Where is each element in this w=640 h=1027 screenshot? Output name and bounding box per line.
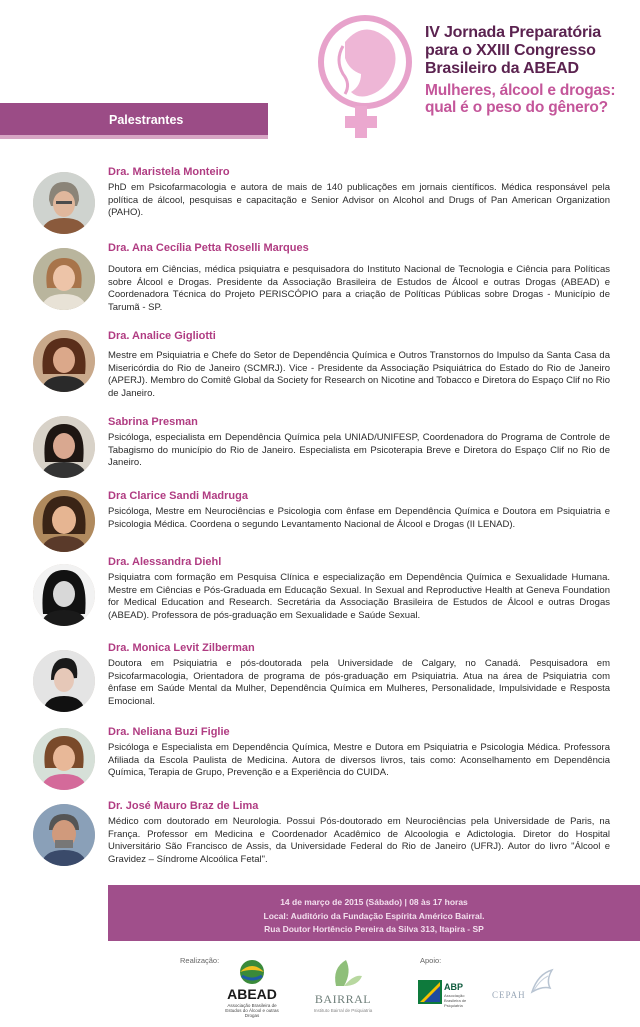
- cepah-logo-text: CEPAH: [492, 990, 526, 1000]
- speaker-bio: Médico com doutorado em Neurologia. Possui Pós-doutorado em Neurociências pela Universidade de Paris, na França. Professor em Medicina e Coordenador Acadêmico de Alcoologia e Adictologia. Diretor do Hospital Universitário São Francisco de Assis, da Universidade Federal do Rio de Janeiro (UFRJ). Autor do livro "Álcool e Gravidez – Síndrome Alcoólica Fetal".: [108, 816, 610, 865]
- abp-logo-subtext: Associação Brasileira de Psiquiatria: [444, 993, 467, 1008]
- speaker-bio: Psicóloga, especialista em Dependência Química pela UNIAD/UNIFESP, Coordenadora do Programa de Controle de Tabagismo do município do Rio de Janeiro. Especialista em Psicoterapia Breve e Diretora do Espaço Clif no Rio de Janeiro.: [108, 432, 610, 468]
- speaker-photo: [33, 248, 95, 310]
- event-date: 14 de março de 2015 (Sábado) | 08 às 17 horas: [280, 897, 468, 907]
- speaker-name: Dra. Analice Gigliotti: [108, 330, 216, 342]
- speaker-photo: [33, 564, 95, 626]
- speaker-name: Dra. Monica Levit Zilberman: [108, 642, 255, 654]
- event-title-line: para o XXIII Congresso: [425, 42, 596, 59]
- speaker-name: Dra. Maristela Monteiro: [108, 166, 230, 178]
- abp-logo: [418, 978, 474, 1014]
- speaker-name: Dr. José Mauro Braz de Lima: [108, 800, 259, 812]
- bairral-logo-text: BAIRRAL: [314, 992, 372, 1006]
- speaker-bio: Psicóloga, Mestre em Neurociências e Psicologia com ênfase em Dependência Química e Doutora em Psiquiatria e Psicologia Médica. Coordena o segundo Levantamento Nacional de Álcool e Drogas (II LENAD).: [108, 506, 610, 530]
- speaker-photo: [33, 416, 95, 478]
- speaker-photo: [33, 804, 95, 866]
- speaker-photo: [33, 490, 95, 552]
- cepah-logo: [488, 966, 560, 1014]
- realizacao-label: Realização:: [180, 956, 220, 965]
- speaker-bio: Doutora em Psiquiatria e pós-doutorada pela Universidade de Calgary, no Canadá. Pesquisadora em Psicofarmacologia, Orientadora de programa de pós-graduação em Psiquiatria. Atua na área de Psiquiatria com ênfase em Saúde Mental da Mulher, Dependência Química em Mulheres, Personalidade, Impulsividade e Resposta Emocional.: [108, 658, 610, 707]
- speaker-name: Dra. Neliana Buzi Figlie: [108, 726, 230, 738]
- bairral-logo-subtext: Instituto Bairral de Psiquiatria: [313, 1008, 373, 1013]
- abp-flag-icon: [418, 978, 442, 1004]
- speaker-name: Sabrina Presman: [108, 416, 198, 428]
- speaker-bio: PhD em Psicofarmacologia e autora de mais de 140 publicações em jornais científicos. Médica responsável pela política de álcool, pesquisas e capacitação e Senior Advisor on Alcohol and Drugs of Pan American Organization (PAHO).: [108, 182, 610, 218]
- abp-logo-text: ABP: [444, 982, 464, 992]
- abead-logo-text: ABEAD: [227, 986, 277, 1002]
- event-location: Local: Auditório da Fundação Espírita Américo Bairral.: [263, 911, 485, 921]
- bairral-leaf-icon: [308, 956, 378, 990]
- footer: [0, 948, 640, 1027]
- speaker-name: Dra. Alessandra Diehl: [108, 556, 222, 568]
- event-title-block: [425, 24, 635, 116]
- speaker-photo: [33, 728, 95, 790]
- apoio-label: Apoio:: [420, 956, 442, 965]
- female-symbol-logo-icon: [305, 12, 423, 142]
- speaker-photo: [33, 330, 95, 392]
- bairral-logo: [308, 956, 378, 1022]
- speaker-bio: Doutora em Ciências, médica psiquiatra e pesquisadora do Instituto Nacional de Tecnologia e Ciência para Políticas sobre Álcool e Drogas. Presidente da Associação Brasileira de Estudos de Álcool e outras Drogas (ABEAD) e Coordenadora Técnica do Projeto PERISCÓPIO para a criação de Políticas Públicas sobre Drogas - Município de Tarumã - SP.: [108, 264, 610, 313]
- speaker-bio: Mestre em Psiquiatria e Chefe do Setor de Dependência Química e Outros Transtornos do Impulso da Santa Casa da Misericórdia do Rio de Janeiro (SCMRJ). Vice - Presidente da Associação Psiquiátrica do Estado do Rio de Janeiro (APERJ). Membro do Comitê Global da Society for Research on Nicotine and Tobacco e Diretora do Espaço Clif no Rio de Janeiro.: [108, 350, 610, 399]
- abead-logo-subtext: Associação Brasileira de Estudos do Álcool e outras Drogas: [225, 1003, 279, 1018]
- event-title-line: IV Jornada Preparatória: [425, 24, 601, 41]
- speaker-name: Dra Clarice Sandi Madruga: [108, 490, 248, 502]
- event-title-line: Brasileiro da ABEAD: [425, 60, 579, 77]
- abead-logo: [222, 956, 282, 1022]
- speaker-photo: [33, 172, 95, 234]
- header: [0, 0, 640, 145]
- section-label: Palestrantes: [109, 113, 184, 127]
- section-label-bar: [0, 103, 268, 139]
- event-subtitle-line: qual é o peso do gênero?: [425, 99, 608, 116]
- speaker-bio: Psiquiatra com formação em Pesquisa Clínica e especialização em Dependência Química e Sexualidade Humana. Mestre em Ciências e Pós-Graduada em Educação Sexual. In Sexual and Reproductive Health at Geneva Foundation for Medical Education and Research. Secretária da Associação Brasileira de Estudos de Álcool e outras Drogas (ABEAD). Professora de pós-graduação em Sexualidade e Saúde Sexual.: [108, 572, 610, 621]
- speaker-bio: Psicóloga e Especialista em Dependência Química, Mestre e Dutora em Psiquiatria e Psicologia Médica. Professora Afiliada da Escola Paulista de Medicina. Autora de diversos livros, tais como: Aconselhamento em Dependência Química, Terapia de Grupo, Prevenção e a Experiência do CUIDA.: [108, 742, 610, 778]
- speaker-name: Dra. Ana Cecília Petta Roselli Marques: [108, 242, 309, 254]
- event-info-box: [108, 885, 640, 941]
- event-subtitle-line: Mulheres, álcool e drogas:: [425, 82, 616, 99]
- event-address: Rua Doutor Hortêncio Pereira da Silva 313, Itapira - SP: [264, 924, 484, 934]
- speaker-photo: [33, 650, 95, 712]
- abead-globe-icon: [222, 956, 282, 986]
